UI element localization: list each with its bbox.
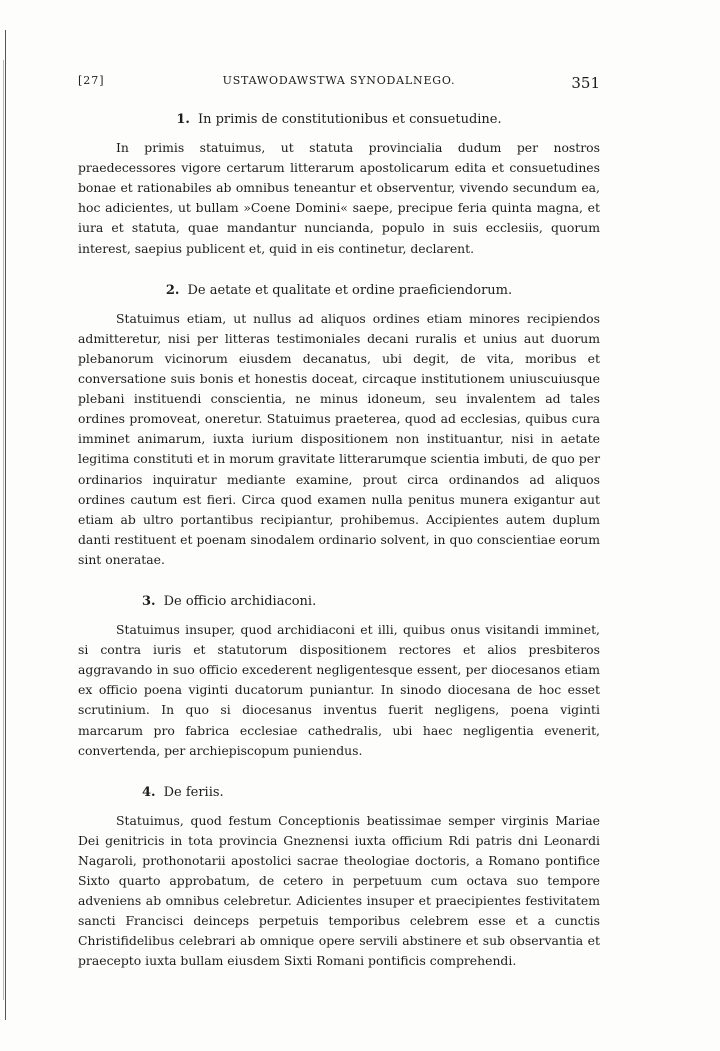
page-number: 351 [571, 74, 600, 92]
section-4 [78, 783, 600, 972]
running-header [78, 68, 600, 92]
section-paragraph: Statuimus, quod festum Conceptionis beatissimae semper virginis Mariae Dei genitricis in tota provincia Gneznensi iuxta officium Rdi patris dni Leonardi Nagaroli, prothonotarii apostolici sacrae theologiae doctoris, a Romano pontifice Sixto quarto approbatum, de cetero in perpetuum cum octava suo tempore adveniens ab omnibus celebretur. Adicientes insuper et praecipientes festivitatem sancti Francisci deinceps perpetuis temporibus celebrem esse et a cunctis Christifidelibus celebrari ab omnique opere servili abstinere et sub observantia et praecepto iuxta bullam eiusdem Sixti Romani pontificis comprehendi. [78, 812, 600, 969]
section-number: 3. [142, 593, 156, 609]
section-heading: De feriis. [163, 784, 224, 800]
section-title [78, 110, 600, 130]
header-section-mark: [27] [78, 74, 105, 87]
section-title [78, 592, 600, 612]
section-heading: De aetate et qualitate et ordine praeficiendorum. [187, 282, 513, 298]
section-3 [78, 592, 600, 761]
section-paragraph: Statuimus insuper, quod archidiaconi et illi, quibus onus visitandi imminet, si contra iuris et statutorum dispositionem rectores et alios presbiteros aggravando in suo officio excederent negligentesque essent, per diocesanos etiam ex officio poena viginti ducatorum puniantur. In sinodo diocesana de hoc esset scrutinium. In quo si diocesanus inventus fuerit negligens, poena viginti marcarum pro fabrica ecclesiae cathedralis, ubi haec negligentia evenerit, convertenda, per archiepiscopum puniendus. [78, 622, 600, 758]
section-title [78, 281, 600, 301]
binding-edge-shadow [3, 60, 4, 1000]
section-1 [78, 110, 600, 259]
section-number: 4. [142, 784, 156, 800]
binding-edge-line [5, 30, 6, 1020]
section-number: 1. [176, 112, 190, 127]
section-paragraph: Statuimus etiam, ut nullus ad aliquos ordines etiam minores recipiendos admitteretur, nisi per litteras testimoniales decani ruralis et unius aut duorum plebanorum vicinorum eiusdem decanatus, ubi degit, de vita, moribus et conversatione suis bonis et honestis doceat, circaque institutionem uniuscuiusque plebani instituendi conscientia, ne minus idoneum, seu invalentem ad tales ordines promoveat, oneretur. Statuimus praeterea, quod ad ecclesias, quibus cura imminet animarum, iuxta iurium dispositionem non instituantur, nisi in aetate legitima constituti et in morum gravitate litterarumque scientia imbuti, de quo per ordinarios inquiratur mediante examine, prout circa ordinandos ad aliquos ordines cautum est fieri. Circa quod examen nulla penitus munera exigantur aut etiam ab ultro portantibus recipiantur, prohibemus. Accipientes autem duplum danti restituent et poenam sinodalem ordinario solvent, in quo conscientiae eorum sint oneratae. [78, 310, 600, 567]
header-running-title: USTAWODAWSTWA SYNODALNEGO. [222, 74, 456, 87]
section-2 [78, 281, 600, 570]
section-heading: In primis de constitutionibus et consuetudine. [197, 112, 502, 127]
section-title [78, 783, 600, 803]
section-number: 2. [165, 282, 180, 298]
section-paragraph: In primis statuimus, ut statuta provincialia dudum per nostros praedecessores vigore certarum litterarum apostolicarum edita et consuetudines bonae et rationabiles ab omnibus teneantur et observentur, vivendo secundum ea, hoc adicientes, ut bullam »Coene Domini« saepe, precipue feria quinta magna, et iura et statuta, quae mandantur nuncianda, populo in suis ecclesiis, quorum interest, saepius publicent et, quid in eis continetur, declarent. [78, 140, 600, 256]
body-text [78, 110, 600, 994]
section-heading: De officio archidiaconi. [163, 593, 317, 609]
